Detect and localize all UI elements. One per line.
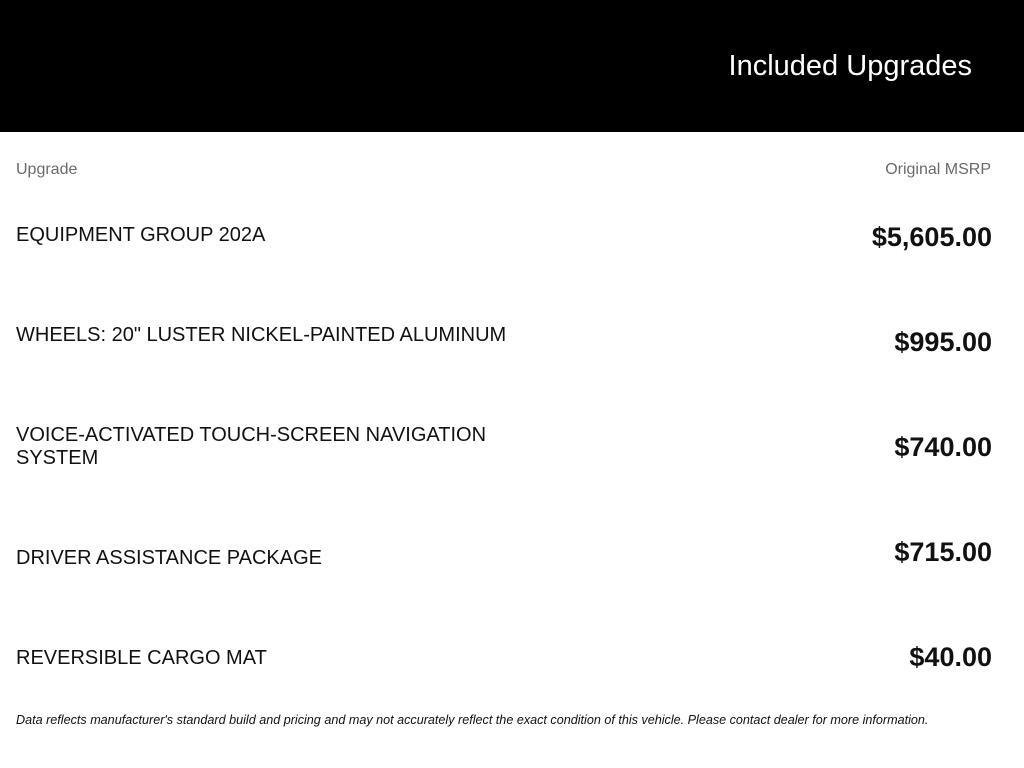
page-title: Included Upgrades	[728, 50, 972, 82]
column-header-msrp: Original MSRP	[885, 161, 991, 178]
upgrade-price: $715.00	[894, 537, 992, 567]
upgrade-price: $5,605.00	[871, 222, 992, 252]
upgrade-price: $40.00	[909, 642, 992, 672]
upgrade-price: $995.00	[894, 327, 992, 357]
upgrade-name: DRIVER ASSISTANCE PACKAGE	[16, 547, 323, 569]
column-header-upgrade: Upgrade	[16, 161, 78, 178]
disclaimer-footnote: Data reflects manufacturer's standard build and pricing and may not accurately reflect the exact condition of this vehicle. Please contact dealer for more information.	[16, 713, 929, 727]
upgrade-name: REVERSIBLE CARGO MAT	[16, 647, 267, 669]
upgrade-name: WHEELS: 20" LUSTER NICKEL-PAINTED ALUMINUM	[16, 324, 507, 346]
header-bar	[0, 0, 1024, 132]
upgrade-name: EQUIPMENT GROUP 202A	[16, 224, 266, 246]
upgrade-price: $740.00	[894, 432, 992, 462]
upgrade-name: VOICE-ACTIVATED TOUCH-SCREEN NAVIGATION SYSTEM	[16, 424, 487, 469]
